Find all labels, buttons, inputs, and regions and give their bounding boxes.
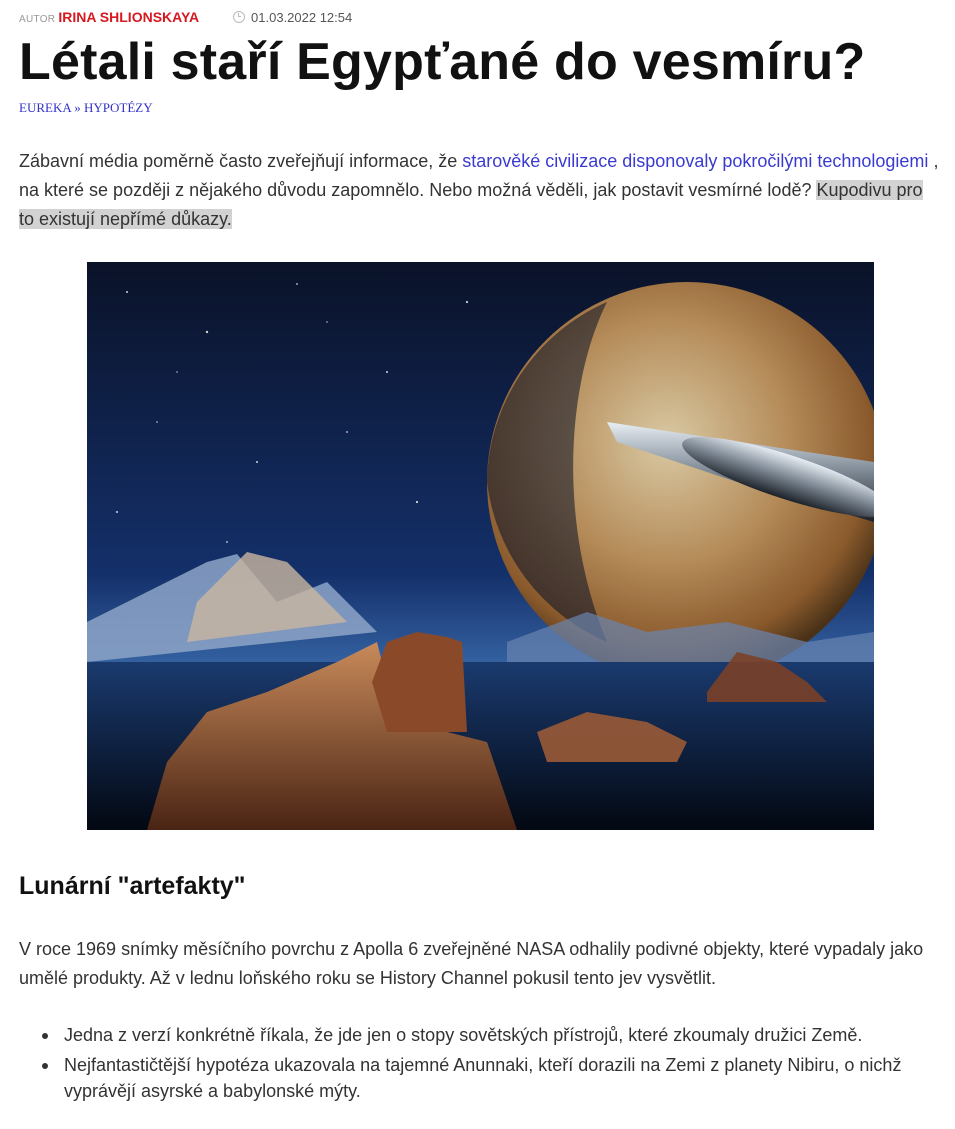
clock-icon: [233, 11, 245, 23]
section-heading: Lunární "artefakty": [19, 872, 246, 900]
author-link[interactable]: IRINA SHLIONSKAYA: [58, 9, 200, 25]
breadcrumb-eureka[interactable]: EUREKA: [19, 100, 71, 115]
list-item: [64, 1052, 944, 1104]
author-label: AUTOR: [19, 14, 56, 25]
list-item-text: Nejfantastičtější hypotéza ukazovala na tajemné Anunnaki, kteří dorazili na Zemi z planety Nibiru, o nichž vyprávějí asyrské a babylonské mýty.: [64, 1055, 902, 1101]
intro-link[interactable]: starověké civilizace disponovaly pokročilými technologiemi: [462, 151, 929, 171]
list-item-text: Jedna z verzí konkrétně říkala, že jde jen o stopy sovětských přístrojů, které zkoumaly družici Země.: [64, 1025, 863, 1045]
page-title: Létali staří Egypťané do vesmíru?: [19, 33, 866, 91]
bullet-icon: [42, 1063, 48, 1069]
breadcrumb-separator: »: [74, 100, 81, 115]
bullet-list: [19, 1022, 944, 1108]
intro-text-after: , na které se později z nějakého důvodu zapomnělo. Nebo možná věděli, jak postavit vesmírné lodě?: [19, 151, 939, 200]
section-paragraph: V roce 1969 snímky měsíčního povrchu z Apolla 6 zveřejněné NASA odhalily podivné objekty, které vypadaly jako umělé produkty. Až v lednu loňského roku se History Channel pokusil tento jev vysvětlit.: [19, 939, 924, 988]
hero-illustration: [87, 262, 874, 830]
article-meta: [19, 9, 352, 25]
bullet-icon: [42, 1033, 48, 1039]
breadcrumb: [19, 100, 153, 116]
intro-paragraph: [19, 147, 939, 234]
intro-text-before: Zábavní média poměrně často zveřejňují informace, že: [19, 151, 463, 171]
breadcrumb-hypotezy[interactable]: HYPOTÉZY: [84, 100, 153, 115]
intro-highlight: Kupodivu pro to existují nepřímé důkazy.: [19, 180, 923, 229]
planet-landscape-image[interactable]: [87, 262, 874, 830]
publish-date: 01.03.2022 12:54: [251, 10, 353, 25]
list-item: [64, 1022, 944, 1048]
